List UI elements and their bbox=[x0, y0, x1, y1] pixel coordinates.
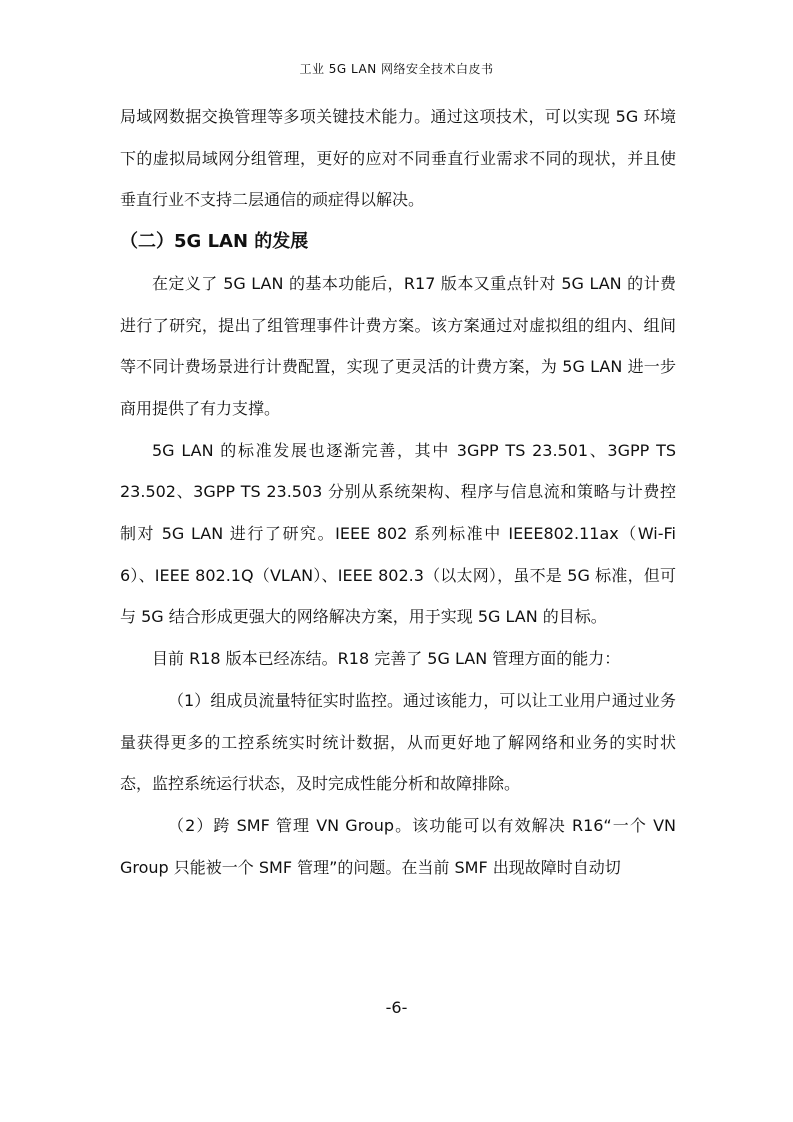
paragraph-r18: 目前 R18 版本已经冻结。R18 完善了 5G LAN 管理方面的能力： bbox=[152, 649, 621, 669]
paragraph-continuation: 局域网数据交换管理等多项关键技术能力。通过这项技术，可以实现 5G 环境下的虚拟局域网分组管理，更好的应对不同垂直行业需求不同的现状，并且使垂直行业不支持二层通信的顽症得以解决。 bbox=[120, 107, 676, 210]
paragraph-item-2: （2）跨 SMF 管理 VN Group。该功能可以有效解决 R16“一个 VN Group 只能被一个 SMF 管理”的问题。在当前 SMF 出现故障时自动切 bbox=[120, 815, 676, 877]
page-header: 工业 5G LAN 网络安全技术白皮书 bbox=[299, 62, 494, 76]
page-number: -6- bbox=[385, 998, 408, 1017]
section-heading: （二）5G LAN 的发展 bbox=[120, 231, 309, 253]
document-body bbox=[120, 96, 676, 888]
paragraph-standards: 5G LAN 的标准发展也逐渐完善，其中 3GPP TS 23.501、3GPP TS 23.502、3GPP TS 23.503 分别从系统架构、程序与信息流和策略与计费控制对 5G LAN 进行了研究。IEEE 802 系列标准中 IEEE802.11ax（Wi-Fi 6）、IEEE 802.1Q（VLAN）、IEEE 802.3（以太网），虽不是 5G 标准，但可与 5G 结合形成更强大的网络解决方案，用于实现 5G LAN 的目标。 bbox=[120, 440, 676, 627]
paragraph-r17-billing: 在定义了 5G LAN 的基本功能后，R17 版本又重点针对 5G LAN 的计费进行了研究，提出了组管理事件计费方案。该方案通过对虚拟组的组内、组间等不同计费场景进行计费配置，实现了更灵活的计费方案，为 5G LAN 进一步商用提供了有力支撑。 bbox=[120, 273, 676, 418]
paragraph-item-1: （1）组成员流量特征实时监控。通过该能力，可以让工业用户通过业务量获得更多的工控系统实时统计数据，从而更好地了解网络和业务的实时状态，监控系统运行状态，及时完成性能分析和故障排除。 bbox=[120, 690, 676, 794]
